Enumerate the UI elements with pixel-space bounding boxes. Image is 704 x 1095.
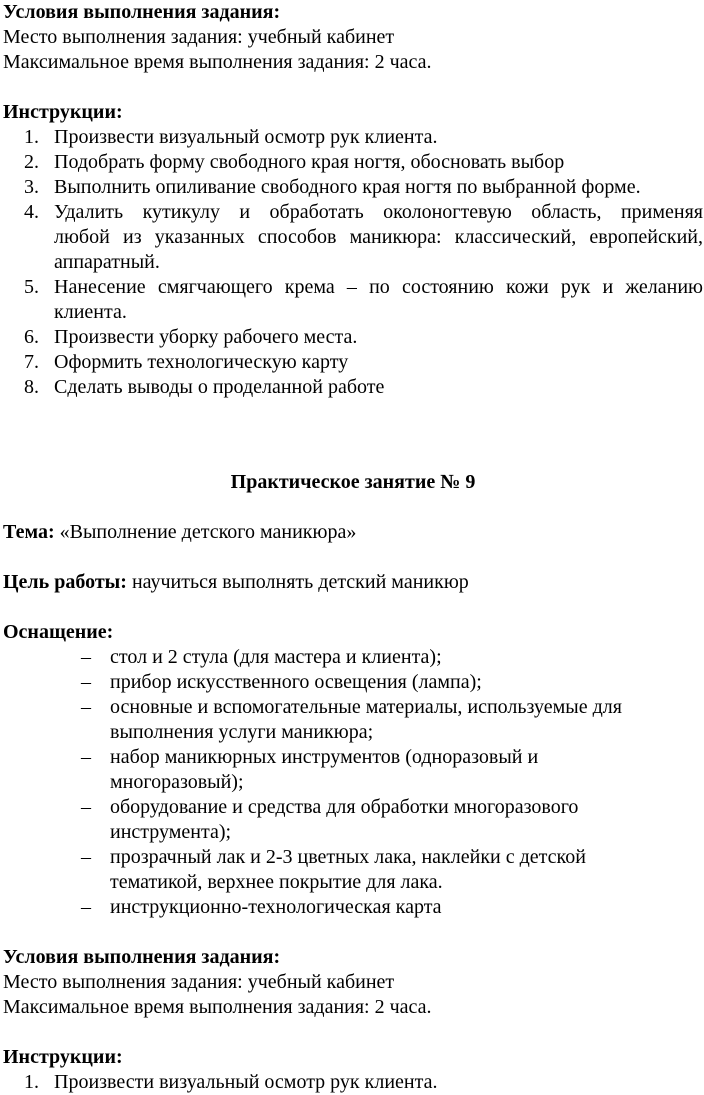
dash-bullet: – [81,746,91,768]
equipment-list [3,645,703,920]
list-item [3,375,703,400]
instructions-heading: Инструкции: [3,1046,123,1068]
list-item-text: стол и 2 стула (для мастера и клиента); [110,646,442,668]
list-number: 8. [24,376,39,398]
list-item [3,745,703,795]
list-number: 2. [24,151,39,173]
list-item [3,125,703,150]
list-item [3,275,703,325]
topic-line [3,520,703,545]
goal-value: научиться выполнять детский маникюр [126,571,469,593]
dash-bullet: – [81,646,91,668]
list-item-text: Удалить кутикулу и обработать околоногтевую область, применяя [54,201,703,223]
list-item-text: инструмента); [110,821,232,843]
list-item-text: прозрачный лак и 2-3 цветных лака, наклейки с детской [110,846,586,868]
list-item [3,845,703,895]
list-item [3,695,703,745]
list-item [3,350,703,375]
list-item-text: любой из указанных способов маникюра: классический, европейский, [54,226,703,248]
list-item-text: тематикой, верхнее покрытие для лака. [110,871,443,893]
dash-bullet: – [81,796,91,818]
instructions-heading: Инструкции: [3,101,123,123]
list-item [3,150,703,175]
list-item [3,175,703,200]
list-item-text: клиента. [54,301,127,323]
goal-label: Цель работы: [3,571,127,593]
topic-label: Тема: [3,521,55,543]
list-item-text: Подобрать форму свободного края ногтя, обосновать выбор [54,151,565,173]
equipment-heading: Оснащение: [3,621,114,643]
list-item-text: Произвести уборку рабочего места. [54,326,358,348]
dash-bullet: – [81,696,91,718]
list-item-text: аппаратный. [54,251,160,273]
document-page [3,0,703,1095]
dash-bullet: – [81,671,91,693]
list-item [3,670,703,695]
list-item-text: Нанесение смягчающего крема – по состоянию кожи рук и желанию [54,276,703,298]
list-item-text: прибор искусственного освещения (лампа); [110,671,482,693]
dash-bullet: – [81,896,91,918]
list-number: 3. [24,176,39,198]
place-line: Место выполнения задания: учебный кабинет [3,26,395,48]
list-item [3,645,703,670]
list-item-text: набор маникюрных инструментов (одноразовый и [110,746,539,768]
list-item-text: выполнения услуги маникюра; [110,721,374,743]
place-line: Место выполнения задания: учебный кабинет [3,971,395,993]
list-item [3,795,703,845]
time-line: Максимальное время выполнения задания: 2 часа. [3,996,432,1018]
conditions-heading: Условия выполнения задания: [3,1,281,23]
time-line: Максимальное время выполнения задания: 2 часа. [3,51,432,73]
conditions-heading: Условия выполнения задания: [3,946,281,968]
instructions-list [3,1070,703,1095]
list-item-text: Выполнить опиливание свободного края ногтя по выбранной форме. [54,176,641,198]
instructions-list [3,125,703,400]
list-item-text: основные и вспомогательные материалы, используемые для [110,696,622,718]
list-item [3,1070,703,1095]
list-item-text: оборудование и средства для обработки многоразового [110,796,579,818]
list-item [3,325,703,350]
list-number: 1. [24,1071,39,1093]
list-item-text: многоразовый); [110,771,244,793]
lesson-title: Практическое занятие № 9 [230,471,476,493]
list-item [3,895,703,920]
list-number: 4. [24,201,39,223]
dash-bullet: – [81,846,91,868]
goal-line [3,570,703,595]
list-item-text: Произвести визуальный осмотр рук клиента. [54,1071,438,1093]
topic-value: «Выполнение детского маникюра» [54,521,357,543]
list-number: 1. [24,126,39,148]
list-item-text: Сделать выводы о проделанной работе [54,376,385,398]
list-item-text: инструкционно-технологическая карта [110,896,442,918]
list-number: 7. [24,351,39,373]
list-number: 5. [24,276,39,298]
list-item-text: Произвести визуальный осмотр рук клиента. [54,126,438,148]
list-number: 6. [24,326,39,348]
list-item [3,200,703,275]
list-item-text: Оформить технологическую карту [54,351,349,373]
